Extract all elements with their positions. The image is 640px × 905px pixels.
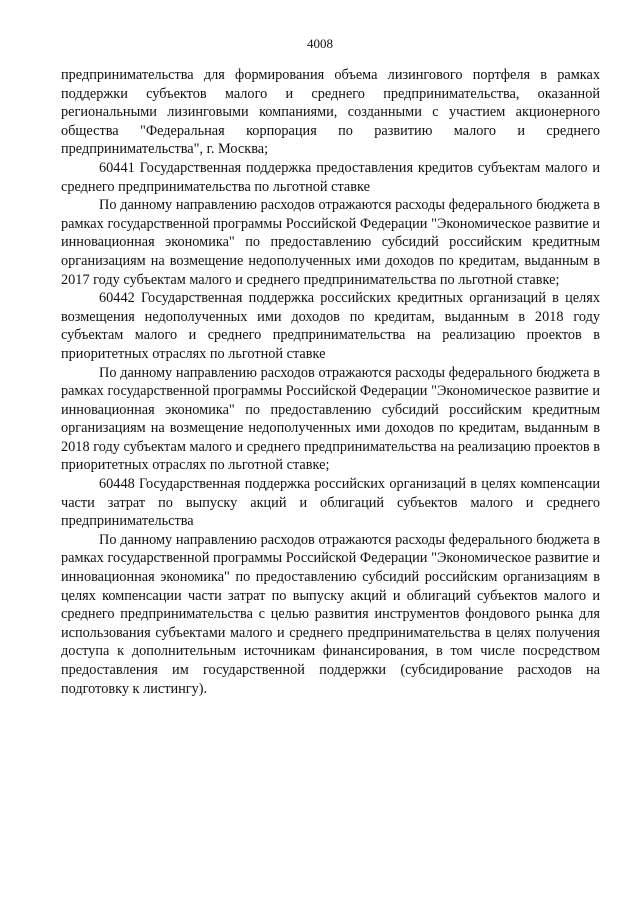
document-body [61,66,600,698]
paragraph-code-60442-heading: 60442 Государственная поддержка российских кредитных организаций в целях возмещения недополученных ими доходов по кредитам, выданным в 2018 году субъектам малого и среднего предпринимательства на реализацию проектов в приоритетных отраслях по льготной ставке [61,290,600,362]
page-number: 4008 [307,36,333,51]
paragraph-code-60442-description: По данному направлению расходов отражаются расходы федерального бюджета в рамках государственной программы Российской Федерации "Экономическое развитие и инновационная экономика" по предоставлению субсидий российским кредитным организациям на возмещение недополученных ими доходов по кредитам, выданным в 2018 году субъектам малого и среднего предпринимательства на реализацию проектов в приоритетных отраслях по льготной ставке; [61,364,600,474]
paragraph-code-60441-description: По данному направлению расходов отражаются расходы федерального бюджета в рамках государственной программы Российской Федерации "Экономическое развитие и инновационная экономика" по предоставлению субсидий российским кредитным организациям на возмещение недополученных ими доходов по кредитам, выданным в 2017 году субъектам малого и среднего предпринимательства по льготной ставке; [61,197,600,288]
paragraph-code-60448-heading: 60448 Государственная поддержка российских организаций в целях компенсации части затрат по выпуску акций и облигаций субъектов малого и среднего предпринимательства [61,476,600,530]
paragraph-continuation: предпринимательства для формирования объема лизингового портфеля в рамках поддержки субъектов малого и среднего предпринимательства, оказанной региональными лизинговыми компаниями, созданными с участием акционерного общества "Федеральная корпорация по развитию малого и среднего предпринимательства", г. Москва; [61,67,600,158]
paragraph-code-60441-heading: 60441 Государственная поддержка предоставления кредитов субъектам малого и среднего предпринимательства по льготной ставке [61,159,600,195]
paragraph-code-60448-description: По данному направлению расходов отражаются расходы федерального бюджета в рамках государственной программы Российской Федерации "Экономическое развитие и инновационная экономика" по предоставлению субсидий российским организациям в целях компенсации части затрат по выпуску акций и облигаций субъектов малого и среднего предпринимательства с целью развития инструментов фондового рынка для использования субъектами малого и среднего предпринимательства в целях получения доступа к дополнительным источникам финансирования, в том числе посредством предоставления им государственной поддержки (субсидирование расходов на подготовку к листингу). [61,531,600,697]
